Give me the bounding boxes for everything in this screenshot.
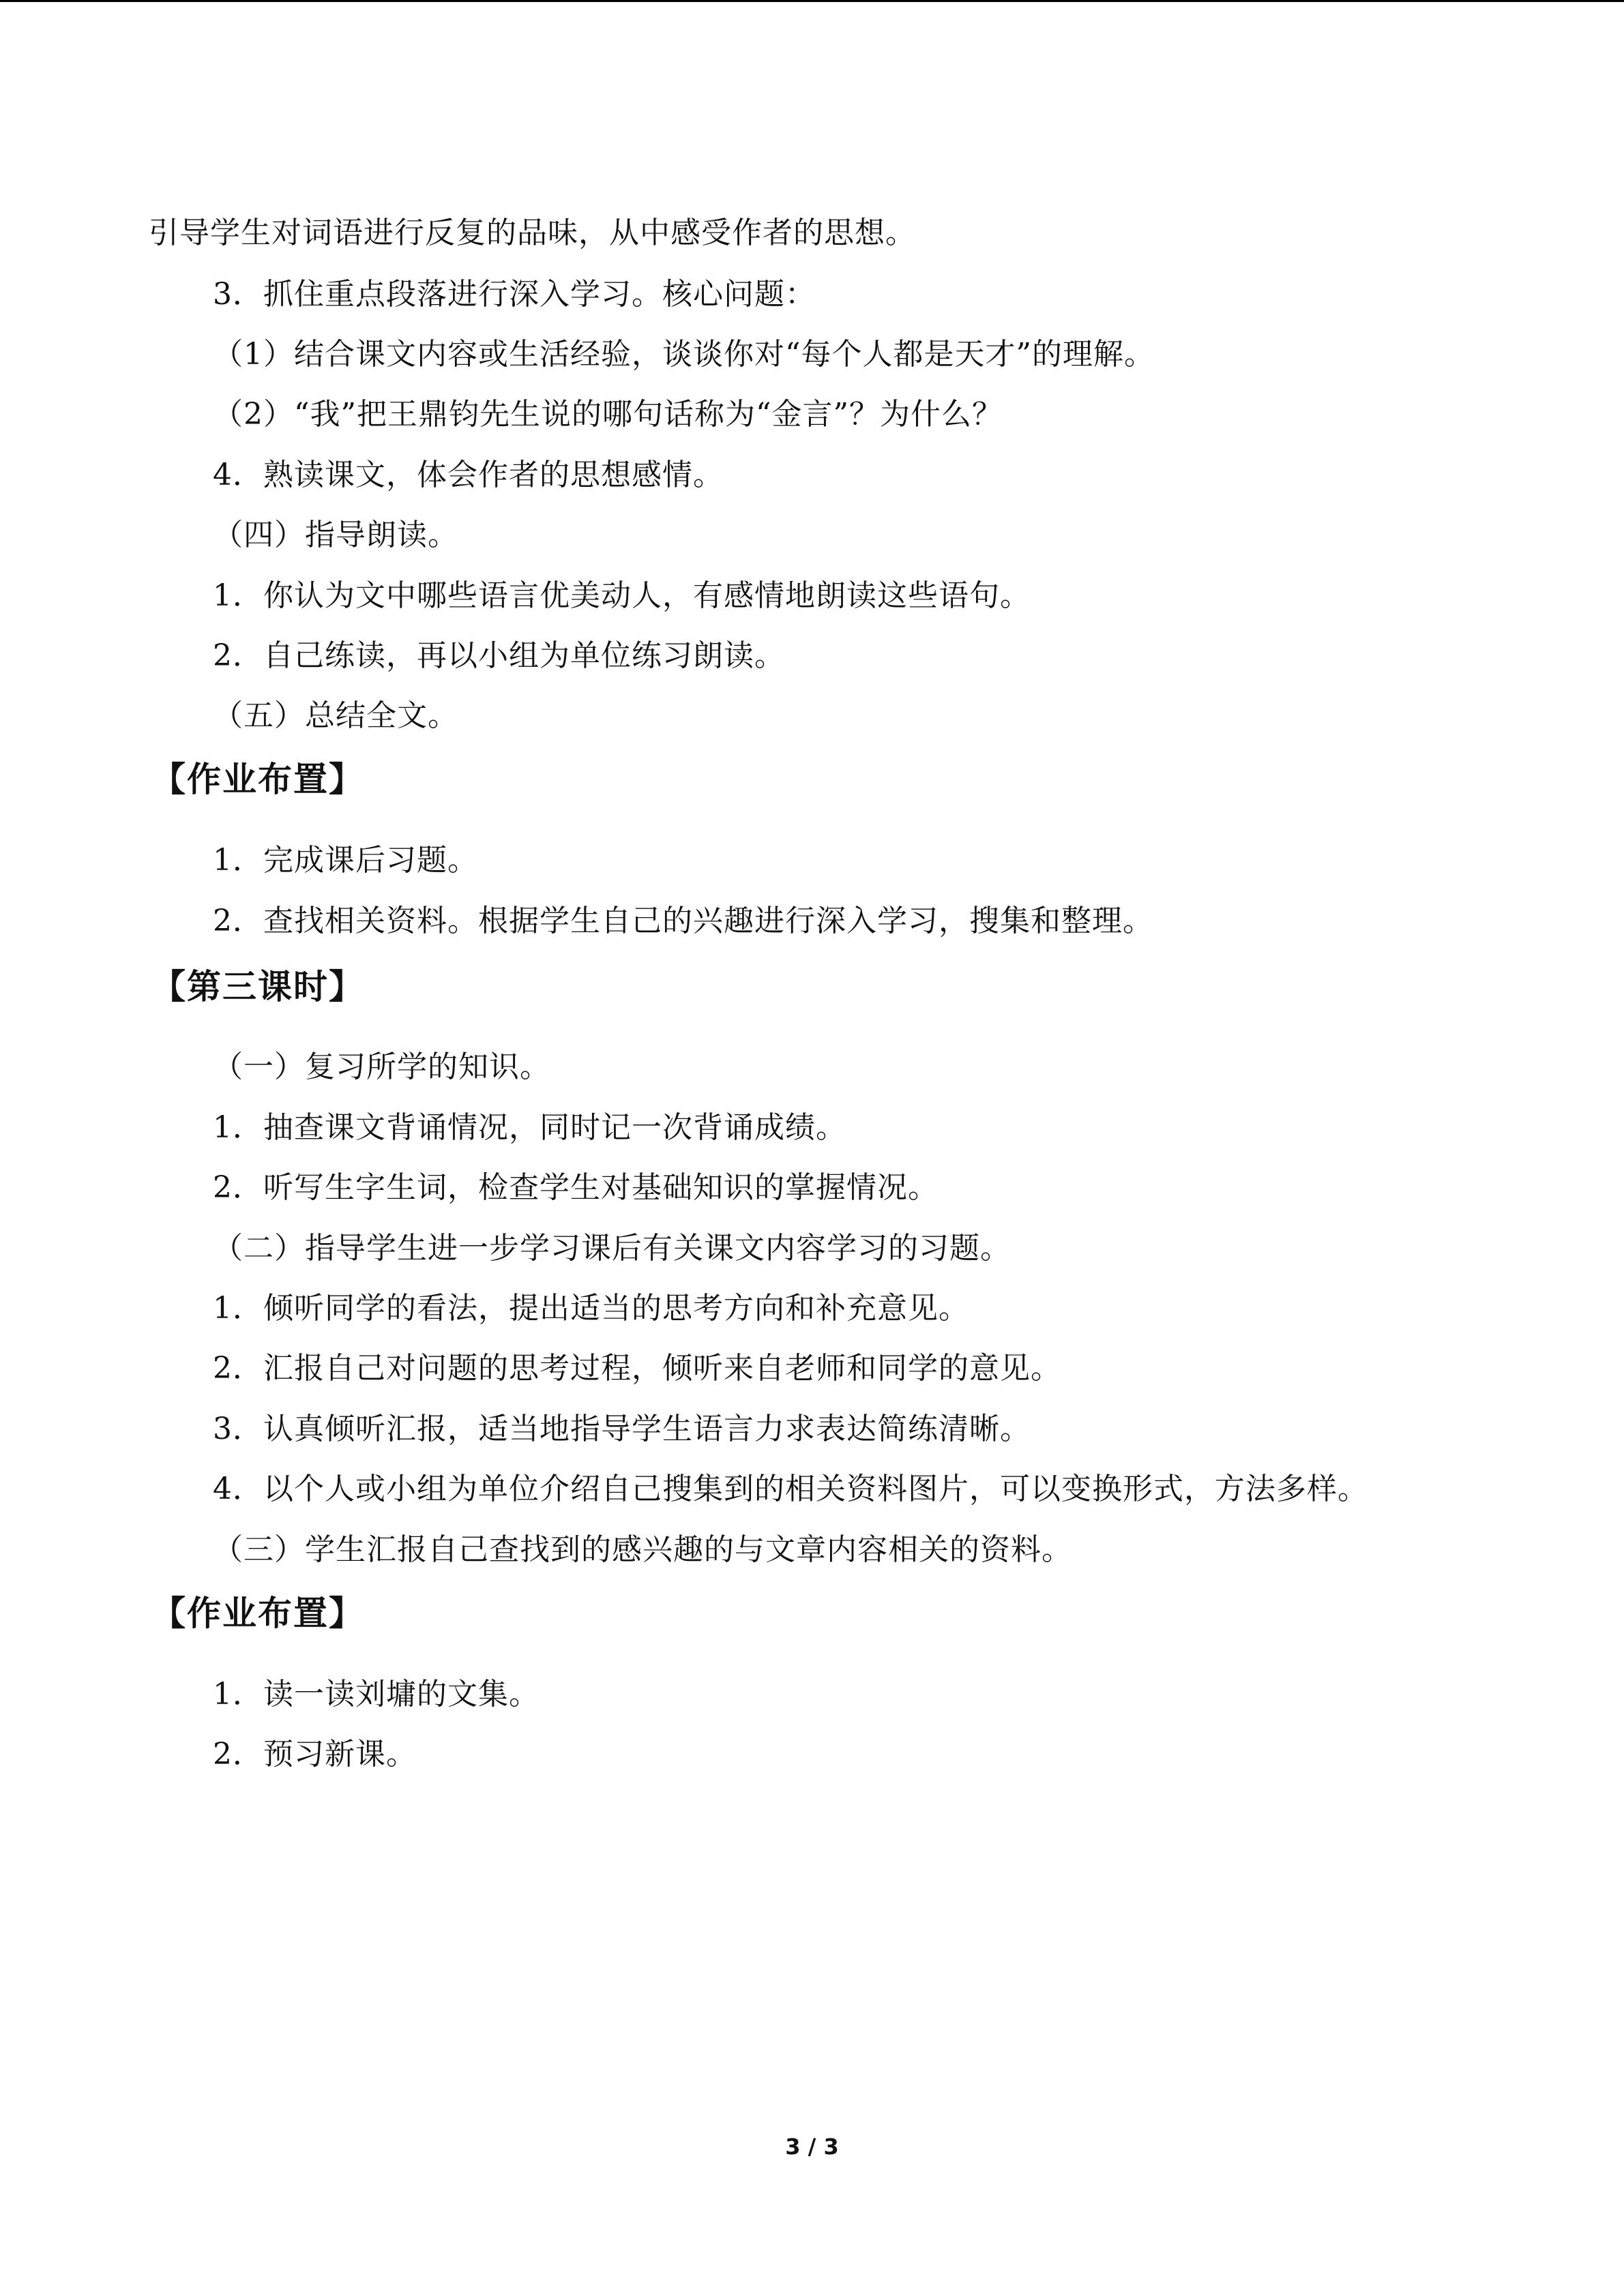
page-number: 3 / 3 xyxy=(785,2134,839,2160)
paragraph-line: 3．认真倾听汇报，适当地指导学生语言力求表达简练清晰。 xyxy=(213,1412,1031,1446)
paragraph-line: 1．完成课后习题。 xyxy=(213,843,478,878)
paragraph-line: （2）“我”把王鼎钧先生说的哪句话称为“金言”？为什么？ xyxy=(213,397,1003,432)
paragraph-line: 2．自己练读，再以小组为单位练习朗读。 xyxy=(213,638,785,673)
paragraph-line: （1）结合课文内容或生活经验，谈谈你对“每个人都是天才”的理解。 xyxy=(213,337,1155,372)
paragraph-line: 2．查找相关资料。根据学生自己的兴趣进行深入学习，搜集和整理。 xyxy=(213,904,1153,938)
paragraph-line: 2．汇报自己对问题的思考过程，倾听来自老师和同学的意见。 xyxy=(213,1351,1061,1386)
section-heading-homework-2: 【作业布置】 xyxy=(151,1593,364,1633)
paragraph-line: （四）指导朗读。 xyxy=(213,518,458,552)
paragraph-line: 引导学生对词语进行反复的品味，从中感受作者的思想。 xyxy=(149,215,916,250)
paragraph-line: （五）总结全文。 xyxy=(213,698,458,733)
paragraph-line: 1．你认为文中哪些语言优美动人，有感情地朗读这些语句。 xyxy=(213,578,1031,613)
paragraph-line: 1．读一读刘墉的文集。 xyxy=(213,1677,540,1712)
paragraph-line: 4．以个人或小组为单位介绍自己搜集到的相关资料图片，可以变换形式，方法多样。 xyxy=(213,1472,1368,1506)
paragraph-line: （三）学生汇报自己查找到的感兴趣的与文章内容相关的资料。 xyxy=(213,1532,1072,1567)
section-heading-homework: 【作业布置】 xyxy=(151,759,364,799)
paragraph-line: 2．预习新课。 xyxy=(213,1737,417,1772)
paragraph-line: 1．倾听同学的看法，提出适当的思考方向和补充意见。 xyxy=(213,1291,969,1326)
section-heading-third-lesson: 【第三课时】 xyxy=(151,966,364,1007)
paragraph-line: 1．抽查课文背诵情况，同时记一次背诵成绩。 xyxy=(213,1110,846,1145)
paragraph-line: 3．抓住重点段落进行深入学习。核心问题： xyxy=(213,277,816,312)
paragraph-line: （一）复习所学的知识。 xyxy=(213,1049,550,1084)
top-border xyxy=(0,0,1624,2)
paragraph-line: （二）指导学生进一步学习课后有关课文内容学习的习题。 xyxy=(213,1231,1011,1266)
paragraph-line: 2．听写生字生词，检查学生对基础知识的掌握情况。 xyxy=(213,1170,939,1205)
paragraph-line: 4．熟读课文，体会作者的思想感情。 xyxy=(213,458,724,492)
